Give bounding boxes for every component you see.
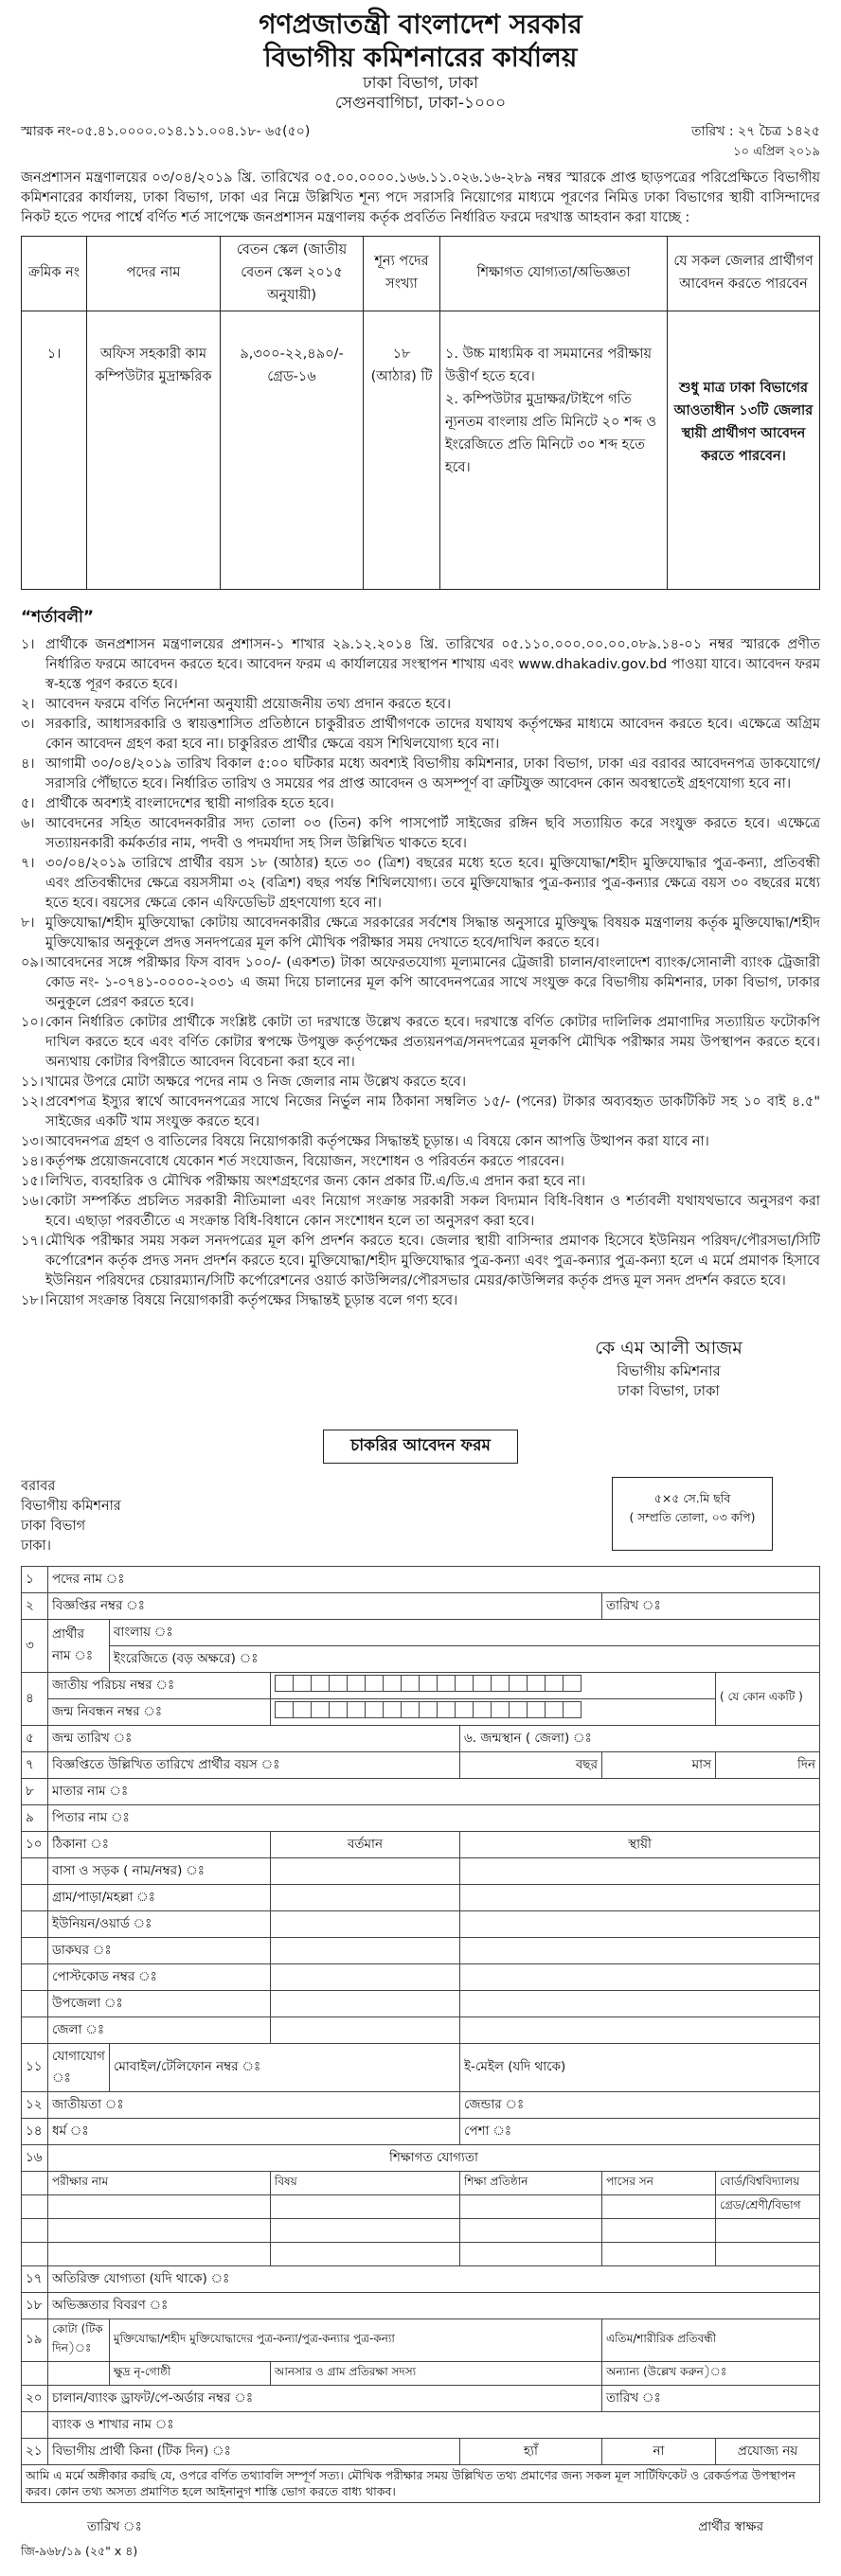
form-row-contact: ১১ যোগাযোগ ঃ মোবাইল/টেলিফোন নম্বর ঃ ই-মেইল (যদি থাকে) <box>22 2043 820 2091</box>
item-text: আবেদনের সঙ্গে পরীক্ষার ফিস বাবদ ১০০/- (একশত) টাকা অফেরতযোগ্য মূল্যমানের ট্রেজারী চালান/বাংলাদেশ ব্যাংক/সোনালী ব্যাংক ট্রেজারী কোড নং- ১-০৭৪১-০০০০-২০৩১ এ জমা দিয়ে চালানের মূল কপি আবেদনপত্রের সাথে সংযুক্ত করে বিভাগীয় কমিশনার, ঢাকা বিভাগ, ঢাকার অনুকূলে প্রেরণ করতে হবে। <box>45 954 820 1010</box>
list-item <box>21 1013 820 1073</box>
item-text: মুক্তিযোদ্ধা/শহীদ মুক্তিযোদ্ধা কোটায় আবেদনকারীর ক্ষেত্রে সরকারের সর্বশেষ সিদ্ধান্ত অনুসারে মুক্তিযুদ্ধ বিষয়ক মন্ত্রণালয় কর্তৃক মুক্তিযোদ্ধা/শহীদ মুক্তিযোদ্ধার অনুকূলে প্রদত্ত সনদপত্রের মূল কপি মৌখিক পরীক্ষার সময় দেখাতে হবে/দাখিল করতে হবে। <box>45 915 820 950</box>
form-label: জেলা ঃ <box>48 2016 271 2043</box>
quota-other: অন্যান্য (উল্লেখ করুন)ঃ <box>602 2361 820 2385</box>
division-name: ঢাকা বিভাগ, ঢাকা <box>362 74 478 93</box>
form-row-address <box>22 1990 820 2016</box>
form-row-dob: ৫ জন্ম তারিখ ঃ ৬. জন্মস্থান ( জেলা) ঃ <box>22 1725 820 1751</box>
form-row-education <box>22 2218 820 2242</box>
item-text: কোন নির্ধারিত কোটার প্রার্থীকে সংশ্লিষ্ট কোটা তা দরখাস্তে উল্লেখ করতে হবে। দরখাস্তে বর্ণিত কোটার দালিলিক প্রমাণাদির সত্যায়িত ফটোকপি দাখিল করতে হবে এবং বর্ণিত কোটার স্বপক্ষে উপযুক্ত কর্তৃপক্ষের প্রত্যয়নপত্র/সনদপত্রের মূলকপি মৌখিক পরীক্ষার সময় উপস্থাপন করতে হবে। অন্যথায় কোটার বিপরীতে আবেদন বিবেচনা করা হবে না। <box>45 1014 820 1070</box>
item-number: ১৪। <box>21 1153 45 1169</box>
col-qualification: শিক্ষাগত যোগ্যতা/অভিজ্ঞতা <box>440 236 668 311</box>
form-row-address <box>22 1884 820 1910</box>
form-row-religion: ১৪ ধর্ম ঃ পেশা ঃ <box>22 2118 820 2144</box>
govt-name: গণপ্রজাতন্ত্রী বাংলাদেশ সরকার <box>259 9 582 40</box>
item-number: ১৮। <box>21 1293 45 1309</box>
post-table-header <box>22 236 820 311</box>
option-no: না <box>602 2438 716 2464</box>
form-row-address <box>22 1937 820 1963</box>
cell-post: অফিস সহকারী কাম কম্পিউটার মুদ্রাক্ষরিক <box>87 311 221 589</box>
form-label: অভিজ্ঞতার বিবরণ ঃ <box>48 2292 820 2318</box>
list-item <box>21 953 820 1013</box>
quota-ethnic: ক্ষুদ্র নৃ-গোষ্ঠী <box>109 2361 270 2385</box>
recipient-line: বিভাগীয় কমিশনার <box>21 1498 121 1514</box>
quota-ansar: আনসার ও গ্রাম প্রতিরক্ষা সদস্য <box>270 2361 601 2385</box>
list-item <box>21 1132 820 1152</box>
list-item <box>21 755 820 794</box>
item-number: ১। <box>21 636 35 652</box>
form-label: ঠিকানা ঃ <box>48 1831 271 1857</box>
quota-freedom-fighter: মুক্তিযোদ্ধা/শহীদ মুক্তিযোদ্ধাদের পুত্র-কন্যা/পুত্র-কন্যার পুত্র-কন্যা <box>109 2318 601 2361</box>
signatory-office: ঢাকা বিভাগ, ঢাকা <box>617 1381 720 1399</box>
form-label: তারিখ ঃ <box>602 1592 820 1619</box>
office-address: সেগুনবাগিচা, ঢাকা-১০০০ <box>334 94 507 114</box>
list-item <box>21 914 820 953</box>
form-label: বছর <box>460 1751 602 1778</box>
intro-paragraph: জনপ্রশাসন মন্ত্রণালয়ের ০৩/০৪/২০১৯ খ্রি. তারিখের ০৫.০০.০০০০.১৬৬.১১.০২৬.১৬-২৮৯ নম্বর স্মারকে প্রাপ্ত ছাড়পত্রের পরিপ্রেক্ষিতে বিভাগীয় কমিশনারের কার্যালয়, ঢাকা বিভাগ, ঢাকা এর নিম্নে উল্লিখিত শূন্য পদে সরাসরি নিয়োগের মাধ্যমে পূরণের নিমিত্ত ঢাকা বিভাগের স্থায়ী বাসিন্দাদের নিকট হতে পদের পার্শ্বে বর্ণিত শর্ত সাপেক্ষে জনপ্রশাসন মন্ত্রণালয় কর্তৃক প্রবর্তিত নির্ধারিত ফরমে দরখাস্ত আহবান করা যাচ্ছে : <box>21 169 820 225</box>
date-block <box>691 120 820 143</box>
item-text: মৌখিক পরীক্ষার সময় সকল সনদপত্রের মূল কপি প্রদর্শন করতে হবে। জেলার স্থায়ী বাসিন্দার প্রমাণক হিসেবে ইউনিয়ন পরিষদ/পৌরসভা/সিটি কর্পোরেশন কর্তৃক প্রদত্ত সনদ প্রদর্শন করতে হবে। মুক্তিযোদ্ধা/শহীদ মুক্তিযোদ্ধার পুত্র-কন্যা এবং পুত্র-কন্যার পুত্র-কন্যা হলে এ মর্মে প্রমাণক হিসাবে ইউনিয়ন পরিষদের চেয়ারম্যান/সিটি কর্পোরেশনের ওয়ার্ড কাউন্সিলর/পৌরসভার মেয়র/কাউন্সিলর কর্তৃক প্রদত্ত মূল সনদ প্রদর্শন করতে হবে। <box>45 1234 820 1289</box>
form-footer <box>21 2516 820 2538</box>
form-label: জেন্ডার ঃ <box>460 2091 820 2118</box>
item-number: ৭। <box>21 855 35 871</box>
birthreg-boxes <box>270 1698 715 1725</box>
cell-serial: ১। <box>22 311 87 589</box>
form-label: ধর্ম ঃ <box>48 2118 460 2144</box>
list-item <box>21 715 820 755</box>
form-row-address-head: ১০ ঠিকানা ঃ বর্তমান স্থায়ী <box>22 1831 820 1857</box>
item-number: ১১। <box>21 1074 45 1090</box>
edu-col-exam: পরীক্ষার নাম <box>48 2171 271 2194</box>
form-label: পিতার নাম ঃ <box>48 1804 820 1831</box>
item-text: আবেদনপত্র গ্রহণ ও বাতিলের বিষয়ে নিয়োগকারী কর্তৃপক্ষের সিদ্ধান্তই চূড়ান্ত। এ বিষয়ে কোন আপত্তি উত্থাপন করা যাবে না। <box>45 1133 709 1149</box>
form-label: ব্যাংক ও শাখার নাম ঃ <box>48 2411 820 2438</box>
nid-boxes <box>270 1672 715 1698</box>
list-item <box>21 814 820 854</box>
application-form-table <box>21 1566 820 2503</box>
item-text: সরকারি, আধাসরকারি ও স্বায়ত্তশাসিত প্রতিষ্ঠানে চাকুরীরত প্রার্থীগণকে তাদের যথাযথ কর্তৃপক্ষের মাধ্যমে আবেদন করতে হবে। এক্ষেত্রে অগ্রিম কোন আবেদন গ্রহণ করা হবে না। চাকুরিরত প্রার্থীর ক্ষেত্রে বয়স শিথিলযোগ্য হবে না। <box>45 716 820 752</box>
qualification-1: ১. উচ্চ মাধ্যমিক বা সমমানের পরীক্ষায় উত্তীর্ণ হতে হবে। <box>445 346 653 384</box>
form-label: গ্রাম/পাড়া/মহল্লা ঃ <box>48 1884 271 1910</box>
form-label: যোগাযোগ ঃ <box>48 2043 110 2091</box>
item-number: ১০। <box>21 1014 45 1030</box>
option-yes: হ্যাঁ <box>460 2438 602 2464</box>
item-text: আবেদন ফরমে বর্ণিত নির্দেশনা অনুযায়ী প্রয়োজনীয় তথ্য প্রদান করতে হবে। <box>45 696 452 712</box>
signatory-title: বিভাগীয় কমিশনার <box>617 1361 721 1379</box>
form-row-declaration <box>22 2464 820 2502</box>
form-label: প্রার্থীর নাম ঃ <box>48 1619 110 1672</box>
declaration-text: আমি এ মর্মে অঙ্গীকার করছি যে, ওপরে বর্ণিত তথ্যাবলি সম্পূর্ণ সত্য। মৌখিক পরীক্ষার সময় উল্লিখিত তথ্য প্রমাণের জন্য সকল মূল সার্টিফিকেট ও রেকর্ডপত্র উপস্থাপন করব। কোন তথ্য অসত্য প্রমাণিত হলে আইনানুগ শাস্তি ভোগ করতে বাধ্য থাকব। <box>22 2464 820 2502</box>
form-recipient <box>21 1477 121 1556</box>
recipient-line: বরাবর <box>21 1478 56 1494</box>
item-text: কর্তৃপক্ষ প্রয়োজনবোধে যেকোন শর্ত সংযোজন, বিয়োজন, সংশোধন ও পরিবর্তন করতে পারবেন। <box>45 1153 564 1169</box>
form-label: মাস <box>602 1751 716 1778</box>
form-row-circular: ২ বিজ্ঞপ্তির নম্বর ঃ তারিখ ঃ <box>22 1592 820 1619</box>
form-label: বাংলায় ঃ <box>109 1619 819 1645</box>
col-districts: যে সকল জেলার প্রার্থীগণ আবেদন করতে পারবেন <box>668 236 820 311</box>
form-label: ডাকঘর ঃ <box>48 1937 271 1963</box>
form-row-education <box>22 2242 820 2265</box>
form-label: বাসা ও সড়ক ( নাম/নম্বর) ঃ <box>48 1857 271 1884</box>
recipient-line: ঢাকা বিভাগ <box>21 1518 86 1534</box>
item-number: ৩। <box>21 716 35 732</box>
form-date-label: তারিখ ঃ <box>87 2518 142 2534</box>
item-text: কোটা সম্পর্কিত প্রচলিত সরকারী নীতিমালা এবং নিয়োগ সংক্রান্ত সরকারী সকল বিদ্যমান বিধি-বিধান ও শর্তাবলী যথাযথভাবে অনুসরণ করা হবে। এছাড়া পরবর্তীতে এ সংক্রান্ত বিধি-বিধানে কোন সংশোধন হলে তা অনুসরণ করা হবে। <box>45 1193 820 1229</box>
signature-block <box>517 1336 820 1401</box>
cell-districts: শুধু মাত্র ঢাকা বিভাগের আওতাধীন ১৩টি জেলার স্থায়ী প্রার্থীগণ আবেদন করতে পারবেন। <box>668 311 820 589</box>
cell-qualification <box>440 311 668 589</box>
form-label: জাতীয়তা ঃ <box>48 2091 460 2118</box>
edu-col-subject: বিষয় <box>270 2171 459 2194</box>
col-scale: বেতন স্কেল (জাতীয় বেতন স্কেল ২০১৫ অনুযায়ী) <box>221 236 364 311</box>
applicant-signature-label: প্রার্থীর স্বাক্ষর <box>698 2518 763 2534</box>
reference-row <box>21 120 820 143</box>
table-row <box>22 311 820 589</box>
form-label: ইংরেজিতে (বড় অক্ষরে) ঃ <box>109 1645 819 1672</box>
form-title: চাকরির আবেদন ফরম <box>323 1430 518 1464</box>
item-number: ১২। <box>21 1093 45 1110</box>
item-text: ৩০/০৪/২০১৯ তারিখে প্রার্থীর বয়স ১৮ (আঠার) হতে ৩০ (ত্রিশ) বছরের মধ্যে হতে হবে। মুক্তিযোদ্ধা/শহীদ মুক্তিযোদ্ধার পুত্র-কন্যা, প্রতিবন্ধী এবং প্রতিবন্ধীদের ক্ষেত্রে বয়সসীমা ৩২ (বত্রিশ) বছর পর্যন্ত শিথিলযোগ্য। তবে মুক্তিযোদ্ধার পুত্র-কন্যার পুত্র-কন্যার ক্ষেত্রে বয়স ৩০ বছরের মধ্যে হতে হবে। বয়সের ক্ষেত্রে কোন এফিডেভিট গ্রহণযোগ্য হবে না। <box>45 855 820 911</box>
form-row-father: ৯ পিতার নাম ঃ <box>22 1804 820 1831</box>
form-row-extra: ১৭ অতিরিক্ত যোগ্যতা (যদি থাকে) ঃ <box>22 2265 820 2292</box>
edu-col-grade: গ্রেড/শ্রেণী/বিভাগ <box>716 2194 820 2218</box>
item-text: লিখিত, ব্যবহারিক ও মৌখিক পরীক্ষায় অংশগ্রহণের জন্য কোন প্রকার টি.এ/ডি.এ প্রদান করা হবে না। <box>45 1173 586 1189</box>
form-label: তারিখ ঃ <box>602 2385 820 2411</box>
form-row-departmental: ২১ বিভাগীয় প্রার্থী কিনা (টিক দিন) ঃ হ্যাঁ না প্রযোজ্য নয় <box>22 2438 820 2464</box>
form-label: ৬. জন্মস্থান ( জেলা) ঃ <box>460 1725 820 1751</box>
form-row-challan: ২০ চালান/ব্যাংক ড্রাফট/পে-অর্ডার নম্বর ঃ তারিখ ঃ <box>22 2385 820 2411</box>
item-number: ১৩। <box>21 1133 45 1149</box>
list-item <box>21 635 820 695</box>
form-label: উপজেলা ঃ <box>48 1990 271 2016</box>
form-row-address <box>22 1857 820 1884</box>
form-label: মাতার নাম ঃ <box>48 1778 820 1804</box>
list-item <box>21 1073 820 1093</box>
office-header <box>21 8 820 115</box>
item-text: খামের উপরে মোটা অক্ষরে পদের নাম ও নিজ জেলার নাম উল্লেখ করতে হবে। <box>45 1074 467 1090</box>
option-na: প্রযোজ্য নয় <box>716 2438 820 2464</box>
signatory-name: কে এম আলী আজম <box>595 1338 743 1359</box>
form-label: বিভাগীয় প্রার্থী কিনা (টিক দিন) ঃ <box>48 2438 460 2464</box>
list-item <box>21 1172 820 1192</box>
form-label: দিন <box>716 1751 820 1778</box>
form-title-box <box>21 1430 820 1464</box>
cell-count: ১৮ (আঠার) টি <box>364 311 440 589</box>
form-row-education <box>22 2194 820 2218</box>
form-label: পেশা ঃ <box>460 2118 820 2144</box>
edu-col-board: বোর্ড/বিশ্ববিদ্যালয় <box>716 2171 820 2194</box>
form-label: জন্ম নিবন্ধন নম্বর ঃ <box>48 1698 271 1725</box>
form-label: বিজ্ঞপ্তির নম্বর ঃ <box>48 1592 602 1619</box>
list-item <box>21 1232 820 1291</box>
office-name: বিভাগীয় কমিশনারের কার্যালয় <box>263 42 578 73</box>
form-label: মোবাইল/টেলিফোন নম্বর ঃ <box>109 2043 459 2091</box>
list-item <box>21 1192 820 1232</box>
edu-col-year: পাসের সন <box>602 2171 716 2194</box>
form-label: বিজ্ঞপ্তিতে উল্লিখিত তারিখে প্রার্থীর বয়স ঃ <box>48 1751 460 1778</box>
item-number: ৬। <box>21 815 35 831</box>
edu-col-institution: শিক্ষা প্রতিষ্ঠান <box>460 2171 602 2194</box>
form-row-nid: ৪ জাতীয় পরিচয় নম্বর ঃ ( যে কোন একটি ) <box>22 1672 820 1698</box>
post-table <box>21 236 820 590</box>
list-item <box>21 695 820 715</box>
quota-orphan: এতিম/শারীরিক প্রতিবন্ধী <box>602 2318 820 2361</box>
list-item <box>21 1291 820 1311</box>
form-row-address <box>22 2016 820 2043</box>
form-label: পদের নাম ঃ <box>48 1566 820 1592</box>
item-number: ২। <box>21 696 35 712</box>
list-item <box>21 1093 820 1132</box>
print-code: জি-৯৬৮/১৯ (২৫" x ৪) <box>21 2543 138 2558</box>
item-number: ৫। <box>21 795 35 811</box>
form-row-bank <box>22 2411 820 2438</box>
form-label: বর্তমান <box>270 1831 459 1857</box>
form-row-education-cols <box>22 2171 820 2194</box>
recipient-line: ঢাকা। <box>21 1537 51 1554</box>
form-row-birthreg <box>22 1698 820 1725</box>
item-text: আগামী ৩০/০৪/২০১৯ তারিখ বিকাল ৫:০০ ঘটিকার মধ্যে অবশ্যই বিভাগীয় কমিশনার, ঢাকা বিভাগ, ঢাকা এর বরাবর আবেদনপত্র ডাকযোগে/সরাসরি পৌঁছাতে হবে। নির্ধারিত তারিখ ও সময়ের পর প্রাপ্ত আবেদন ও অসম্পূর্ণ বা ত্রুটিযুক্ত আবেদন কোন অবস্থাতেই গ্রহণযোগ্য হবে না। <box>45 755 820 791</box>
form-note: ( যে কোন একটি ) <box>716 1672 820 1725</box>
list-item <box>21 854 820 914</box>
form-label: জন্ম তারিখ ঃ <box>48 1725 460 1751</box>
list-item <box>21 1152 820 1172</box>
item-number: ১৭। <box>21 1234 45 1250</box>
date-label: তারিখ : <box>690 123 734 139</box>
item-number: ১৫। <box>21 1173 45 1189</box>
form-row-post: ১ পদের নাম ঃ <box>22 1566 820 1592</box>
photo-box <box>612 1477 773 1551</box>
date-english: ১০ এপ্রিল ২০১৯ <box>733 144 820 159</box>
form-row-nationality: ১২ জাতীয়তা ঃ জেন্ডার ঃ <box>22 2091 820 2118</box>
form-row-age: ৭ বিজ্ঞপ্তিতে উল্লিখিত তারিখে প্রার্থীর বয়স ঃ বছর মাস দিন <box>22 1751 820 1778</box>
qualification-2: ২. কম্পিউটার মুদ্রাক্ষর/টাইপে গতি ন্যূনতম বাংলায় প্রতি মিনিটে ২০ শব্দ ও ইংরেজিতে প্রতি মিনিটে ৩০ শব্দ হতে হবে। <box>445 391 657 475</box>
form-row-mother: ৮ মাতার নাম ঃ <box>22 1778 820 1804</box>
form-label: চালান/ব্যাংক ড্রাফট/পে-অর্ডার নম্বর ঃ <box>48 2385 602 2411</box>
memo-number: স্মারক নং-০৫.৪১.০০০০.০১৪.১১.০০৪.১৮- ৬৫(৫০) <box>21 123 311 139</box>
item-text: প্রার্থীকে জনপ্রশাসন মন্ত্রণালয়ের প্রশাসন-১ শাখার ২৯.১২.২০১৪ খ্রি. তারিখের ০৫.১১০.০০০.০০.০০.০৮৯.১৪-০১ নম্বর স্মারকে প্রণীত নির্ধারিত ফরমে আবেদন করতে হবে। আবেদন ফরম এ কার্যালয়ের সংস্থাপন শাখায় এবং www.dhakadiv.gov.bd পাওয়া যাবে। আবেদন ফরম স্ব-হস্তে পূরণ করতে হবে। <box>45 636 820 692</box>
photo-label: ৫×৫ সে.মি ছবি <box>653 1490 731 1505</box>
item-number: ৪। <box>21 755 35 772</box>
item-text: আবেদনের সহিত আবেদনকারীর সদ্য তোলা ০৩ (তিন) কপি পাসপোর্ট সাইজের রঙ্গিন ছবি সত্যায়িত করে সংযুক্ত করতে হবে। এক্ষেত্রে সত্যায়নকারী কর্মকর্তার নাম, পদবী ও পদমর্যাদা সহ সিল উল্লিখিত থাকতে হবে। <box>45 815 820 851</box>
form-row-name-bn: ৩ প্রার্থীর নাম ঃ বাংলায় ঃ <box>22 1619 820 1645</box>
form-label: ই-মেইল (যদি থাকে) <box>460 2043 820 2091</box>
form-label: স্থায়ী <box>460 1831 820 1857</box>
conditions-list <box>21 635 820 1312</box>
form-label: শিক্ষাগত যোগ্যতা <box>48 2144 820 2171</box>
item-number: ৮। <box>21 915 35 931</box>
form-address-block <box>21 1477 820 1556</box>
form-row-name-en <box>22 1645 820 1672</box>
item-text: প্রার্থীকে অবশ্যই বাংলাদেশের স্থায়ী নাগরিক হতে হবে। <box>45 795 334 811</box>
form-label: কোটা (টিক দিন)ঃ <box>48 2318 110 2361</box>
col-count: শূন্য পদের সংখ্যা <box>364 236 440 311</box>
cell-scale: ৯,৩০০-২২,৪৯০/- গ্রেড-১৬ <box>221 311 364 589</box>
form-label: ইউনিয়ন/ওয়ার্ড ঃ <box>48 1910 271 1937</box>
form-row-experience: ১৮ অভিজ্ঞতার বিবরণ ঃ <box>22 2292 820 2318</box>
form-row-quota-2 <box>22 2361 820 2385</box>
item-number: ১৬। <box>21 1193 45 1209</box>
list-item <box>21 794 820 814</box>
form-row-address <box>22 1910 820 1937</box>
form-label: পোস্টকোড নম্বর ঃ <box>48 1963 271 1990</box>
conditions-title: “শর্তাবলী” <box>21 607 95 627</box>
col-post: পদের নাম <box>87 236 221 311</box>
form-label: জাতীয় পরিচয় নম্বর ঃ <box>48 1672 271 1698</box>
item-text: নিয়োগ সংক্রান্ত বিষয়ে নিয়োগকারী কর্তৃপক্ষের সিদ্ধান্তই চূড়ান্ত বলে গণ্য হবে। <box>45 1293 458 1309</box>
item-text: প্রবেশপত্র ইস্যুর স্বার্থে আবেদনপত্রের সাথে নিজের নির্ভুল নাম ঠিকানা সম্বলিত ১৫/- (পনের) টাকার অব্যবহৃত ডাকটিকিট সহ ১০ বাই ৪.৫" সাইজের একটি খাম সংযুক্ত করতে হবে। <box>45 1093 820 1129</box>
form-row-education-head: ১৬ শিক্ষাগত যোগ্যতা <box>22 2144 820 2171</box>
form-label: অতিরিক্ত যোগ্যতা (যদি থাকে) ঃ <box>48 2265 820 2292</box>
form-row-quota: ১৯ কোটা (টিক দিন)ঃ মুক্তিযোদ্ধা/শহীদ মুক্তিযোদ্ধাদের পুত্র-কন্যা/পুত্র-কন্যার পুত্র-কন্যা এতিম/শারীরিক প্রতিবন্ধী <box>22 2318 820 2361</box>
col-serial: ক্রমিক নং <box>22 236 87 311</box>
date-bangla: ২৭ চৈত্র ১৪২৫ <box>738 123 820 139</box>
form-row-address <box>22 1963 820 1990</box>
item-number: ০৯। <box>21 954 45 970</box>
photo-note: ( সম্প্রতি তোলা, ০৩ কপি) <box>629 1509 756 1524</box>
